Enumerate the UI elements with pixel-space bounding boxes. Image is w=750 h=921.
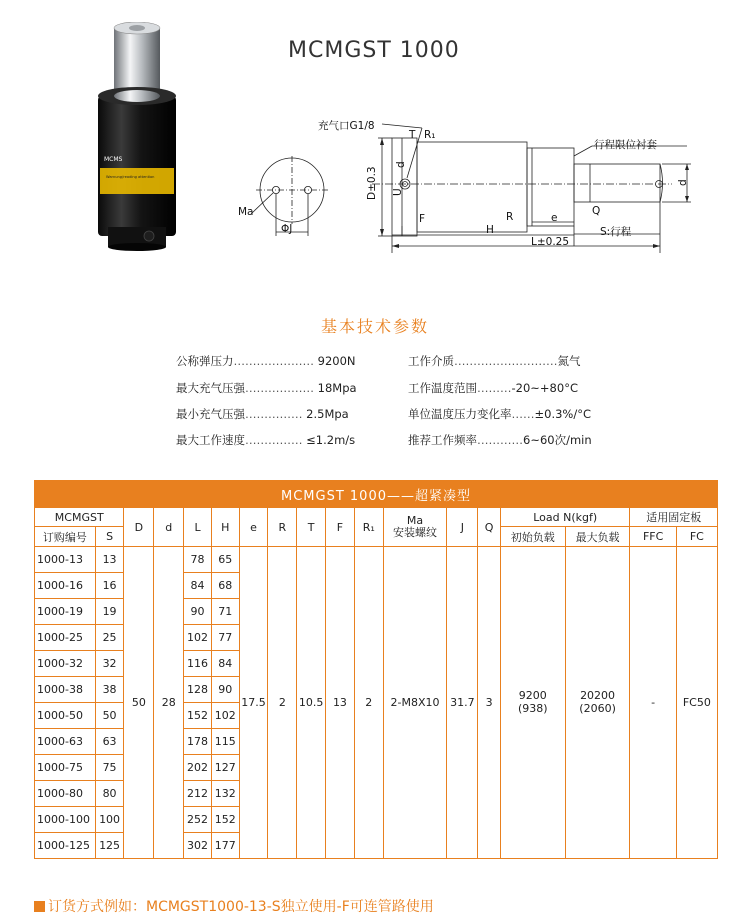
q-label: Q bbox=[592, 205, 601, 217]
spec-left-item: 最大工作速度…………… ≤1.2m/s bbox=[176, 433, 356, 447]
cell-s: 38 bbox=[95, 677, 124, 703]
cell-initial-load bbox=[500, 547, 565, 859]
col-ma-header bbox=[383, 508, 447, 547]
cell-H: 65 bbox=[211, 547, 239, 573]
cell-code: 1000-63 bbox=[35, 729, 96, 755]
table-row bbox=[35, 547, 718, 573]
col-fc-header: FC bbox=[676, 527, 717, 547]
cell-code: 1000-16 bbox=[35, 573, 96, 599]
cell-s: 80 bbox=[95, 781, 124, 807]
bullet-square-icon bbox=[34, 901, 45, 912]
ma-label: Ma bbox=[238, 206, 254, 218]
u-label: U bbox=[392, 188, 404, 196]
spec-right-item: 推荐工作频率…………6~60次/min bbox=[408, 433, 592, 447]
cell-max-load bbox=[565, 547, 630, 859]
spec-right-item: 单位温度压力变化率……±0.3%/°C bbox=[408, 407, 592, 421]
r-label: R bbox=[506, 211, 514, 223]
col-plate-header: 适用固定板 bbox=[630, 508, 718, 527]
col-ffc-header: FFC bbox=[630, 527, 676, 547]
product-photo bbox=[86, 22, 196, 257]
initial-load-kgf: (938) bbox=[517, 701, 548, 715]
cell-d: 28 bbox=[154, 547, 184, 859]
product-brand-text: MCMS bbox=[104, 156, 123, 163]
col-max-header: 最大负载 bbox=[565, 527, 630, 547]
t-label: T bbox=[409, 129, 416, 141]
cell-code: 1000-13 bbox=[35, 547, 96, 573]
cell-H: 71 bbox=[211, 599, 239, 625]
cell-L: 302 bbox=[184, 833, 212, 859]
cell-code: 1000-19 bbox=[35, 599, 96, 625]
cell-D: 50 bbox=[124, 547, 154, 859]
col-H-header: H bbox=[211, 508, 239, 547]
col-D-header: D bbox=[124, 508, 154, 547]
cell-s: 19 bbox=[95, 599, 124, 625]
cell-L: 78 bbox=[184, 547, 212, 573]
stroke-bushing-label: 行程限位衬套 bbox=[594, 139, 657, 151]
cell-J: 31.7 bbox=[447, 547, 478, 859]
cell-code: 1000-50 bbox=[35, 703, 96, 729]
table-banner: MCMGST 1000——超紧凑型 bbox=[35, 481, 718, 508]
cell-s: 25 bbox=[95, 625, 124, 651]
cell-s: 16 bbox=[95, 573, 124, 599]
cell-L: 212 bbox=[184, 781, 212, 807]
max-load-kgf: (2060) bbox=[579, 701, 616, 715]
cell-H: 68 bbox=[211, 573, 239, 599]
cell-code: 1000-25 bbox=[35, 625, 96, 651]
cell-L: 252 bbox=[184, 807, 212, 833]
cell-s: 50 bbox=[95, 703, 124, 729]
col-Q-header: Q bbox=[478, 508, 501, 547]
col-T-header: T bbox=[297, 508, 326, 547]
cell-ffc: - bbox=[630, 547, 676, 859]
cell-code: 1000-100 bbox=[35, 807, 96, 833]
cell-H: 115 bbox=[211, 729, 239, 755]
cell-H: 132 bbox=[211, 781, 239, 807]
cell-H: 90 bbox=[211, 677, 239, 703]
cell-L: 84 bbox=[184, 573, 212, 599]
cell-H: 177 bbox=[211, 833, 239, 859]
cell-L: 128 bbox=[184, 677, 212, 703]
cell-s: 75 bbox=[95, 755, 124, 781]
cell-Q: 3 bbox=[478, 547, 501, 859]
max-load-n: 20200 bbox=[580, 688, 616, 702]
cell-L: 116 bbox=[184, 651, 212, 677]
cell-L: 90 bbox=[184, 599, 212, 625]
cell-L: 202 bbox=[184, 755, 212, 781]
d-tolerance-label: D±0.3 bbox=[366, 166, 378, 200]
f-label: F bbox=[419, 213, 426, 225]
s-stroke-label: S:行程 bbox=[600, 226, 632, 238]
order-example-text: 订货方式例如：MCMGST1000-13-S独立使用-F可连管路使用 bbox=[48, 899, 434, 915]
h-label: H bbox=[486, 224, 494, 236]
cell-e: 17.5 bbox=[239, 547, 268, 859]
col-L-header: L bbox=[184, 508, 212, 547]
cell-code: 1000-80 bbox=[35, 781, 96, 807]
cell-R: 2 bbox=[268, 547, 297, 859]
cell-ma: 2-M8X10 bbox=[383, 547, 447, 859]
model-title: MCMGST 1000 bbox=[288, 38, 460, 63]
product-warning-text: Warnung/reading attention bbox=[106, 175, 155, 179]
cell-code: 1000-38 bbox=[35, 677, 96, 703]
cell-L: 152 bbox=[184, 703, 212, 729]
cell-H: 77 bbox=[211, 625, 239, 651]
cell-code: 1000-125 bbox=[35, 833, 96, 859]
cell-H: 84 bbox=[211, 651, 239, 677]
cell-s: 125 bbox=[95, 833, 124, 859]
r1-label: R₁ bbox=[424, 129, 436, 141]
cell-L: 178 bbox=[184, 729, 212, 755]
l-tolerance-label: L±0.25 bbox=[531, 236, 570, 248]
spec-right-item: 工作温度范围………-20~+80°C bbox=[408, 381, 578, 395]
cell-H: 152 bbox=[211, 807, 239, 833]
cell-s: 63 bbox=[95, 729, 124, 755]
gas-port-label: 充气口G1/8 bbox=[318, 120, 375, 132]
spec-left-item: 最大充气压强……………… 18Mpa bbox=[176, 381, 357, 395]
col-s-header: S bbox=[95, 527, 124, 547]
cell-s: 32 bbox=[95, 651, 124, 677]
col-ma-subtitle: 安装螺纹 bbox=[393, 526, 438, 539]
cell-L: 102 bbox=[184, 625, 212, 651]
cell-s: 100 bbox=[95, 807, 124, 833]
col-R1-header: R₁ bbox=[354, 508, 383, 547]
cell-T: 10.5 bbox=[297, 547, 326, 859]
cell-R1: 2 bbox=[354, 547, 383, 859]
col-R-header: R bbox=[268, 508, 297, 547]
phi-j-label: ΦJ bbox=[281, 223, 293, 235]
cell-H: 127 bbox=[211, 755, 239, 781]
col-ma-title: Ma bbox=[406, 513, 424, 527]
cell-H: 102 bbox=[211, 703, 239, 729]
cell-F: 13 bbox=[326, 547, 355, 859]
col-d-header: d bbox=[154, 508, 184, 547]
e-label: e bbox=[551, 212, 558, 224]
spec-right-item: 工作介质………………………氮气 bbox=[408, 354, 581, 368]
initial-load-n: 9200 bbox=[518, 688, 547, 702]
order-example bbox=[34, 896, 434, 916]
col-J-header: J bbox=[447, 508, 478, 547]
col-F-header: F bbox=[326, 508, 355, 547]
d-small-left-label: d bbox=[395, 161, 407, 168]
col-load-header: Load N(kgf) bbox=[500, 508, 630, 527]
cell-s: 13 bbox=[95, 547, 124, 573]
col-model-header: MCMGST bbox=[35, 508, 124, 527]
spec-left-item: 公称弹压力………………… 9200N bbox=[176, 354, 356, 368]
spec-left-item: 最小充气压强…………… 2.5Mpa bbox=[176, 407, 349, 421]
cell-fc: FC50 bbox=[676, 547, 717, 859]
col-e-header: e bbox=[239, 508, 268, 547]
col-initial-header: 初始负载 bbox=[500, 527, 565, 547]
cell-code: 1000-32 bbox=[35, 651, 96, 677]
col-order-no-header: 订购编号 bbox=[35, 527, 96, 547]
section-title: 基本技术参数 bbox=[320, 317, 429, 336]
cell-code: 1000-75 bbox=[35, 755, 96, 781]
spec-table bbox=[34, 480, 718, 859]
small-d-label: d bbox=[677, 179, 689, 186]
